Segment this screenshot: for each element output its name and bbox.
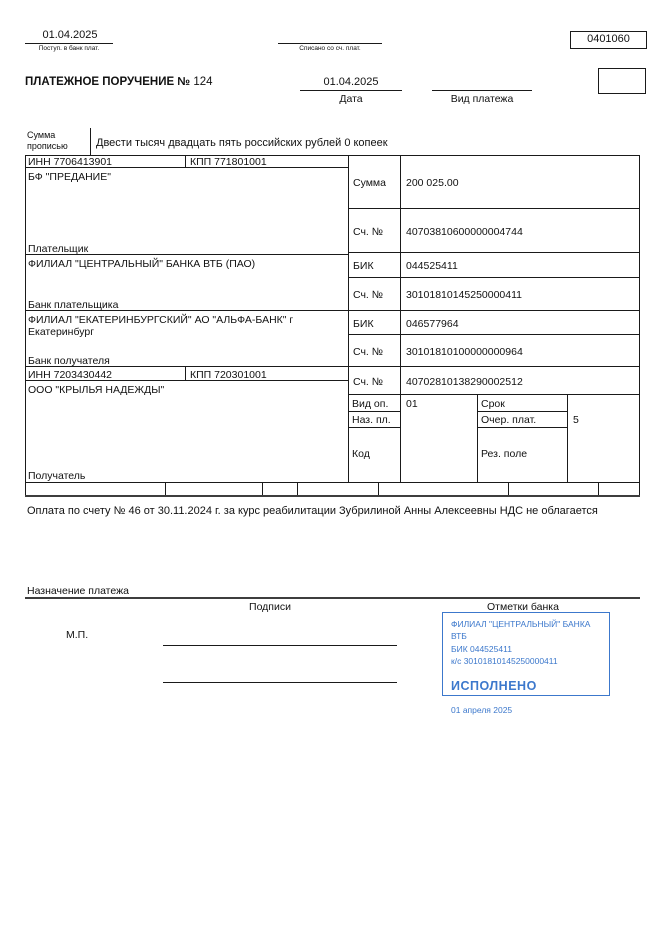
table-right-border xyxy=(639,155,640,497)
payer-bank-name: ФИЛИАЛ "ЦЕНТРАЛЬНЫЙ" БАНКА ВТБ (ПАО) xyxy=(28,258,256,270)
payer-bank-bik-label: БИК xyxy=(353,260,374,272)
priority-line xyxy=(477,427,567,428)
payment-kind-box xyxy=(598,68,646,94)
form-code-box xyxy=(570,31,647,49)
payment-kind-line xyxy=(432,90,532,91)
payee-bank-bik-label: БИК xyxy=(353,318,374,330)
purpose-text: Оплата по счету № 46 от 30.11.2024 г. за курс реабилитации Зубрилиной Анны Алексеевны НДС не облагается xyxy=(27,505,598,517)
payee-bank-account: 30101810100000000964 xyxy=(406,346,523,358)
payer-bank-bik-line xyxy=(348,277,639,278)
document-title xyxy=(25,76,345,88)
signatures-label: Подписи xyxy=(249,601,291,613)
op-kind-value: 01 xyxy=(406,398,418,410)
payee-bank-bik: 046577964 xyxy=(406,318,459,330)
bank-stamp xyxy=(442,612,610,716)
stamp-date: 01 апреля 2025 xyxy=(451,705,513,716)
purpose-thick-line xyxy=(25,597,640,599)
term-line xyxy=(477,411,567,412)
signature-line-2 xyxy=(163,682,397,683)
payer-inn: ИНН 7706413901 xyxy=(28,156,113,168)
mp-label: М.П. xyxy=(66,629,89,641)
value-col-border xyxy=(400,155,401,483)
payer-section-label: Плательщик xyxy=(28,243,89,255)
table-bottom-thick-line xyxy=(25,495,640,497)
payee-name: ООО "КРЫЛЬЯ НАДЕЖДЫ" xyxy=(28,384,165,396)
payee-section-label: Получатель xyxy=(28,470,86,482)
amount-words-label: Сумма прописью xyxy=(27,130,68,152)
payee-account: 40702810138290002512 xyxy=(406,376,523,388)
form-code: 0401060 xyxy=(587,33,630,45)
date-line xyxy=(300,90,402,91)
stamp-bank-name: ФИЛИАЛ "ЦЕНТРАЛЬНЫЙ" БАНКА ВТБ xyxy=(451,619,591,642)
payer-bank-account: 30101810145250000411 xyxy=(406,289,523,301)
payer-account-line xyxy=(348,252,639,253)
pay-purpose-line xyxy=(348,427,400,428)
payee-kpp: КПП 720301001 xyxy=(190,369,267,381)
amount-value: 200 025.00 xyxy=(406,177,459,189)
payer-bank-section-label: Банк плательщика xyxy=(28,299,119,311)
received-date-line xyxy=(25,43,113,44)
signature-line-1 xyxy=(163,645,397,646)
received-label: Поступ. в банк плат. xyxy=(38,45,100,52)
payee-bank-bik-line xyxy=(348,334,639,335)
document-number: 124 xyxy=(193,76,213,88)
payee-bank-section-label: Банк получателя xyxy=(28,355,110,367)
payee-account-label: Сч. № xyxy=(353,376,384,388)
inn-kpp-divider-1 xyxy=(185,155,186,167)
priority-value: 5 xyxy=(573,414,579,426)
payer-bank-bik: 044525411 xyxy=(406,260,458,272)
amount-row-line xyxy=(348,208,639,209)
payee-account-line xyxy=(348,394,639,395)
inn-row-line-2 xyxy=(25,380,348,381)
payee-bank-bottom-line xyxy=(25,366,640,367)
purpose-section-label: Назначение платежа xyxy=(27,585,129,597)
grid-divider-1 xyxy=(477,395,478,483)
grid-divider-2 xyxy=(567,395,568,483)
document-date: 01.04.2025 xyxy=(323,76,379,88)
received-date: 01.04.2025 xyxy=(42,29,98,41)
payer-account: 40703810600000004744 xyxy=(406,226,523,238)
code-label: Код xyxy=(352,448,370,460)
debited-line xyxy=(278,43,382,44)
payment-kind-label: Вид платежа xyxy=(450,93,514,105)
amount-words-text: Двести тысяч двадцать пять российских рублей 0 копеек xyxy=(96,137,388,149)
stamp-status: ИСПОЛНЕНО xyxy=(451,679,537,694)
payer-bank-bottom-line xyxy=(25,310,640,311)
inn-kpp-divider-2 xyxy=(185,367,186,380)
date-label: Дата xyxy=(339,93,363,105)
bank-marks-label: Отметки банка xyxy=(487,601,559,613)
inn-row-line-1 xyxy=(25,167,348,168)
label-col-border xyxy=(348,155,349,483)
pay-purpose-label: Наз. пл. xyxy=(352,414,391,426)
op-kind-label: Вид оп. xyxy=(352,398,389,410)
payee-inn: ИНН 7203430442 xyxy=(28,369,113,381)
payee-bank-account-label: Сч. № xyxy=(353,346,384,358)
payer-name: БФ "ПРЕДАНИЕ" xyxy=(28,171,111,183)
term-label: Срок xyxy=(481,398,505,410)
reserve-label: Рез. поле xyxy=(481,448,528,460)
stamp-corr-account: к/с 30101810145250000411 xyxy=(451,655,558,666)
stamp-bik: БИК 044525411 xyxy=(451,643,512,654)
payer-kpp: КПП 771801001 xyxy=(190,156,267,168)
amount-words-divider xyxy=(90,128,91,155)
bottom-row-top-line xyxy=(25,482,640,483)
priority-label: Очер. плат. xyxy=(481,414,537,426)
payer-account-label: Сч. № xyxy=(353,226,384,238)
table-left-border xyxy=(25,155,26,497)
op-kind-line xyxy=(348,411,400,412)
payer-bank-account-label: Сч. № xyxy=(353,289,384,301)
debited-label: Списано со сч. плат. xyxy=(299,45,361,52)
title-text: ПЛАТЕЖНОЕ ПОРУЧЕНИЕ № xyxy=(25,76,191,88)
payer-bottom-line xyxy=(25,254,348,255)
payee-bank-name: ФИЛИАЛ "ЕКАТЕРИНБУРГСКИЙ" АО "АЛЬФА-БАНК" г Екатеринбург xyxy=(28,314,294,339)
amount-label: Сумма xyxy=(353,177,386,189)
